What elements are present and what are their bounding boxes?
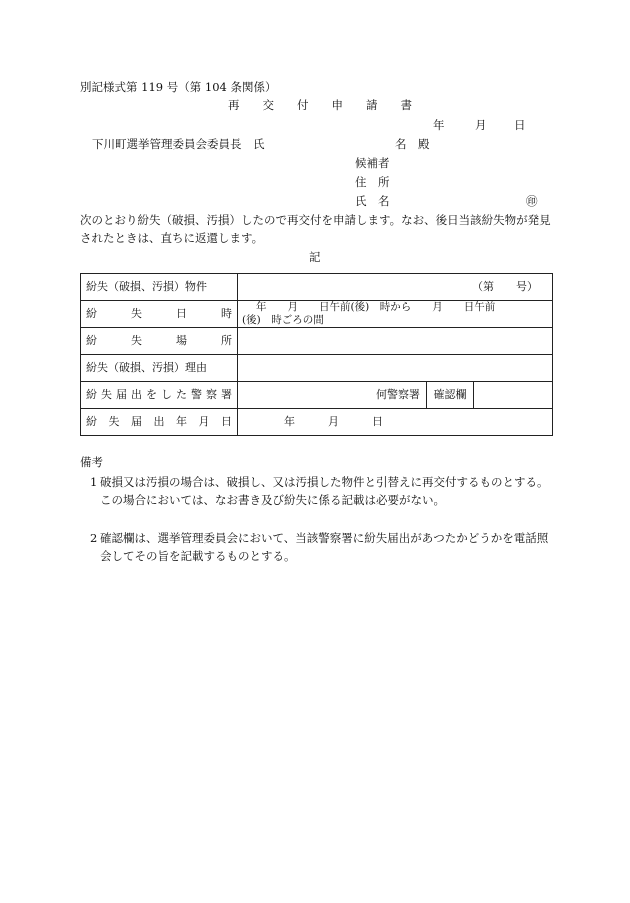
ki-heading: 記 (309, 250, 321, 264)
form-reference: 別記様式第 119 号（第 104 条関係） (80, 80, 277, 94)
note-number: 1 (90, 475, 98, 489)
body-text: 次のとおり紛失（破損、汚損）したので再交付を申請します。なお、後日当該紛失物が発見されたときは、直ちに返還します。 (80, 213, 551, 245)
lost-reason-label: 紛失（破損、汚損）理由 (81, 355, 238, 382)
lost-datetime-field[interactable] (238, 301, 553, 328)
table-row (81, 382, 553, 409)
report-date-text: 年 月 日 (284, 414, 383, 428)
police-station-label: 紛 失 届 出 を し た 警 察 署 (81, 382, 238, 409)
note-number: 2 (90, 531, 98, 545)
application-table (80, 273, 553, 436)
table-row (81, 409, 553, 436)
lost-datetime-label: 紛 失 日 時 (81, 301, 238, 328)
item-number-label: （第 号） (472, 279, 538, 293)
table-row (81, 274, 553, 301)
police-station-field[interactable] (238, 382, 426, 408)
addressee: 下川町選挙管理委員会委員長 氏 (92, 137, 265, 151)
confirm-field[interactable] (473, 382, 552, 408)
police-station-cell (238, 382, 553, 409)
seal-mark: ㊞ (526, 194, 538, 208)
note-text: 確認欄は、選挙管理委員会において、当該警察署に紛失届出があつたかどうかを電話照会してその旨を記載するものとする。 (100, 531, 549, 563)
notes-heading: 備考 (80, 455, 103, 469)
confirm-label: 確認欄 (426, 382, 473, 408)
form-title: 再 交 付 申 請 書 (228, 98, 418, 112)
addressee-honorific: 名 殿 (395, 137, 430, 151)
report-date-field[interactable] (238, 409, 553, 436)
date-year-label: 年 (433, 118, 445, 132)
address-label: 住 所 (355, 175, 390, 189)
report-date-label: 紛 失 届 出 年 月 日 (81, 409, 238, 436)
note-item (80, 473, 555, 509)
date-month-label: 月 (475, 118, 487, 132)
note-text: 破損又は汚損の場合は、破損し、又は汚損した物件と引替えに再交付するものとする。この場合においては、なお書き及び紛失に係る記載は必要がない。 (100, 475, 549, 507)
datetime-line-1: 年 月 日午前(後) 時から 月 日午前 (256, 301, 496, 313)
table-row (81, 301, 553, 328)
lost-item-field[interactable] (238, 274, 553, 301)
name-label: 氏 名 (355, 194, 390, 208)
table-row (81, 328, 553, 355)
table-row (81, 355, 553, 382)
date-day-label: 日 (514, 118, 526, 132)
lost-place-label: 紛 失 場 所 (81, 328, 238, 355)
note-item (80, 529, 555, 565)
police-station-suffix: 何警察署 (376, 387, 420, 401)
datetime-line-2: (後) 時ごろの間 (242, 314, 324, 326)
lost-item-label: 紛失（破損、汚損）物件 (81, 274, 238, 301)
candidate-label: 候補者 (355, 156, 390, 170)
lost-place-field[interactable] (238, 328, 553, 355)
lost-reason-field[interactable] (238, 355, 553, 382)
